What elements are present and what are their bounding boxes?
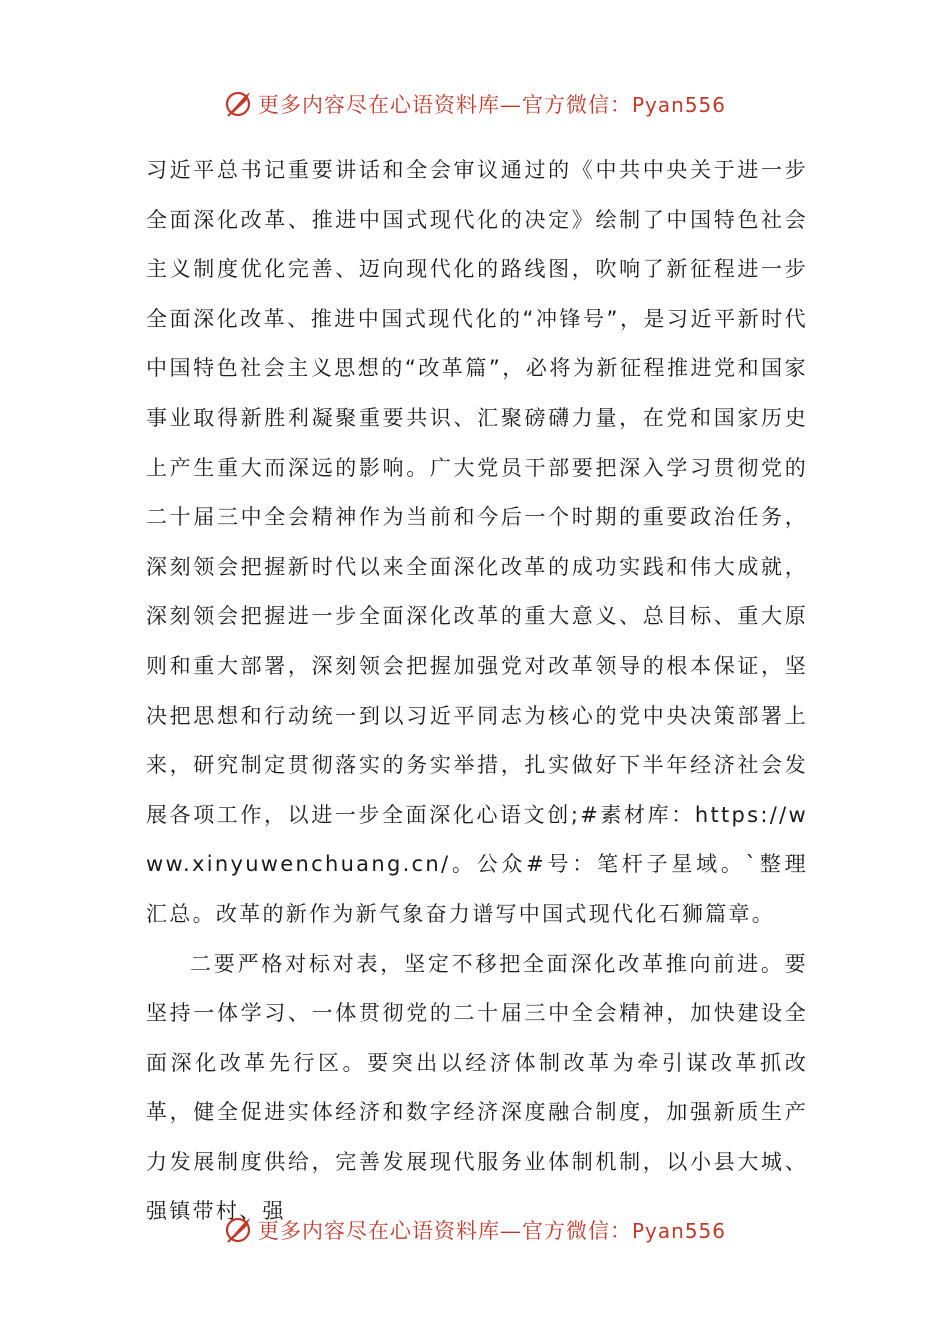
header-banner: [0, 84, 950, 124]
footer-banner: [0, 1210, 950, 1250]
footer-wechat-id: Pyan556: [631, 1219, 726, 1243]
document-body: [146, 146, 808, 1237]
paragraph: 习近平总书记重要讲话和全会审议通过的《中共中央关于进一步全面深化改革、推进中国式现代化的决定》绘制了中国特色社会主义制度优化完善、迈向现代化的路线图，吹响了新征程进一步全面深化改革、推进中国式现代化的“冲锋号”，是习近平新时代中国特色社会主义思想的“改革篇”，必将为新征程推进党和国家事业取得新胜利凝聚重要共识、汇聚磅礴力量，在党和国家历史上产生重大而深远的影响。广大党员干部要把深入学习贯彻党的二十届三中全会精神作为当前和今后一个时期的重要政治任务，深刻领会把握新时代以来全面深化改革的成功实践和伟大成就，深刻领会把握进一步全面深化改革的重大意义、总目标、重大原则和重大部署，深刻领会把握加强党对改革领导的根本保证，坚决把思想和行动统一到以习近平同志为核心的党中央决策部署上来，研究制定贯彻落实的务实举措，扎实做好下半年经济社会发展各项工作，以进一步全面深化心语文创;#素材库：https://www.xinyuwenchuang.cn/。公众#号：笔杆子星域。`整理汇总。改革的新作为新气象奋力谱写中国式现代化石狮篇章。: [146, 158, 808, 926]
quill-logo-icon: [224, 89, 254, 119]
footer-banner-text: 更多内容尽在心语资料库—官方微信：Pyan556: [257, 1219, 726, 1243]
header-wechat-id: Pyan556: [631, 93, 726, 117]
paragraph: 二要严格对标对表，坚定不移把全面深化改革推向前进。要坚持一体学习、一体贯彻党的二十届三中全会精神，加快建设全面深化改革先行区。要突出以经济体制改革为牵引谋改革抓改革，健全促进实体经济和数字经济深度融合制度，加强新质生产力发展制度供给，完善发展现代服务业体制机制，以小县大城、强镇带村、强: [146, 951, 808, 1224]
quill-logo-icon: [224, 1215, 254, 1245]
header-banner-text: 更多内容尽在心语资料库—官方微信：Pyan556: [257, 93, 726, 117]
